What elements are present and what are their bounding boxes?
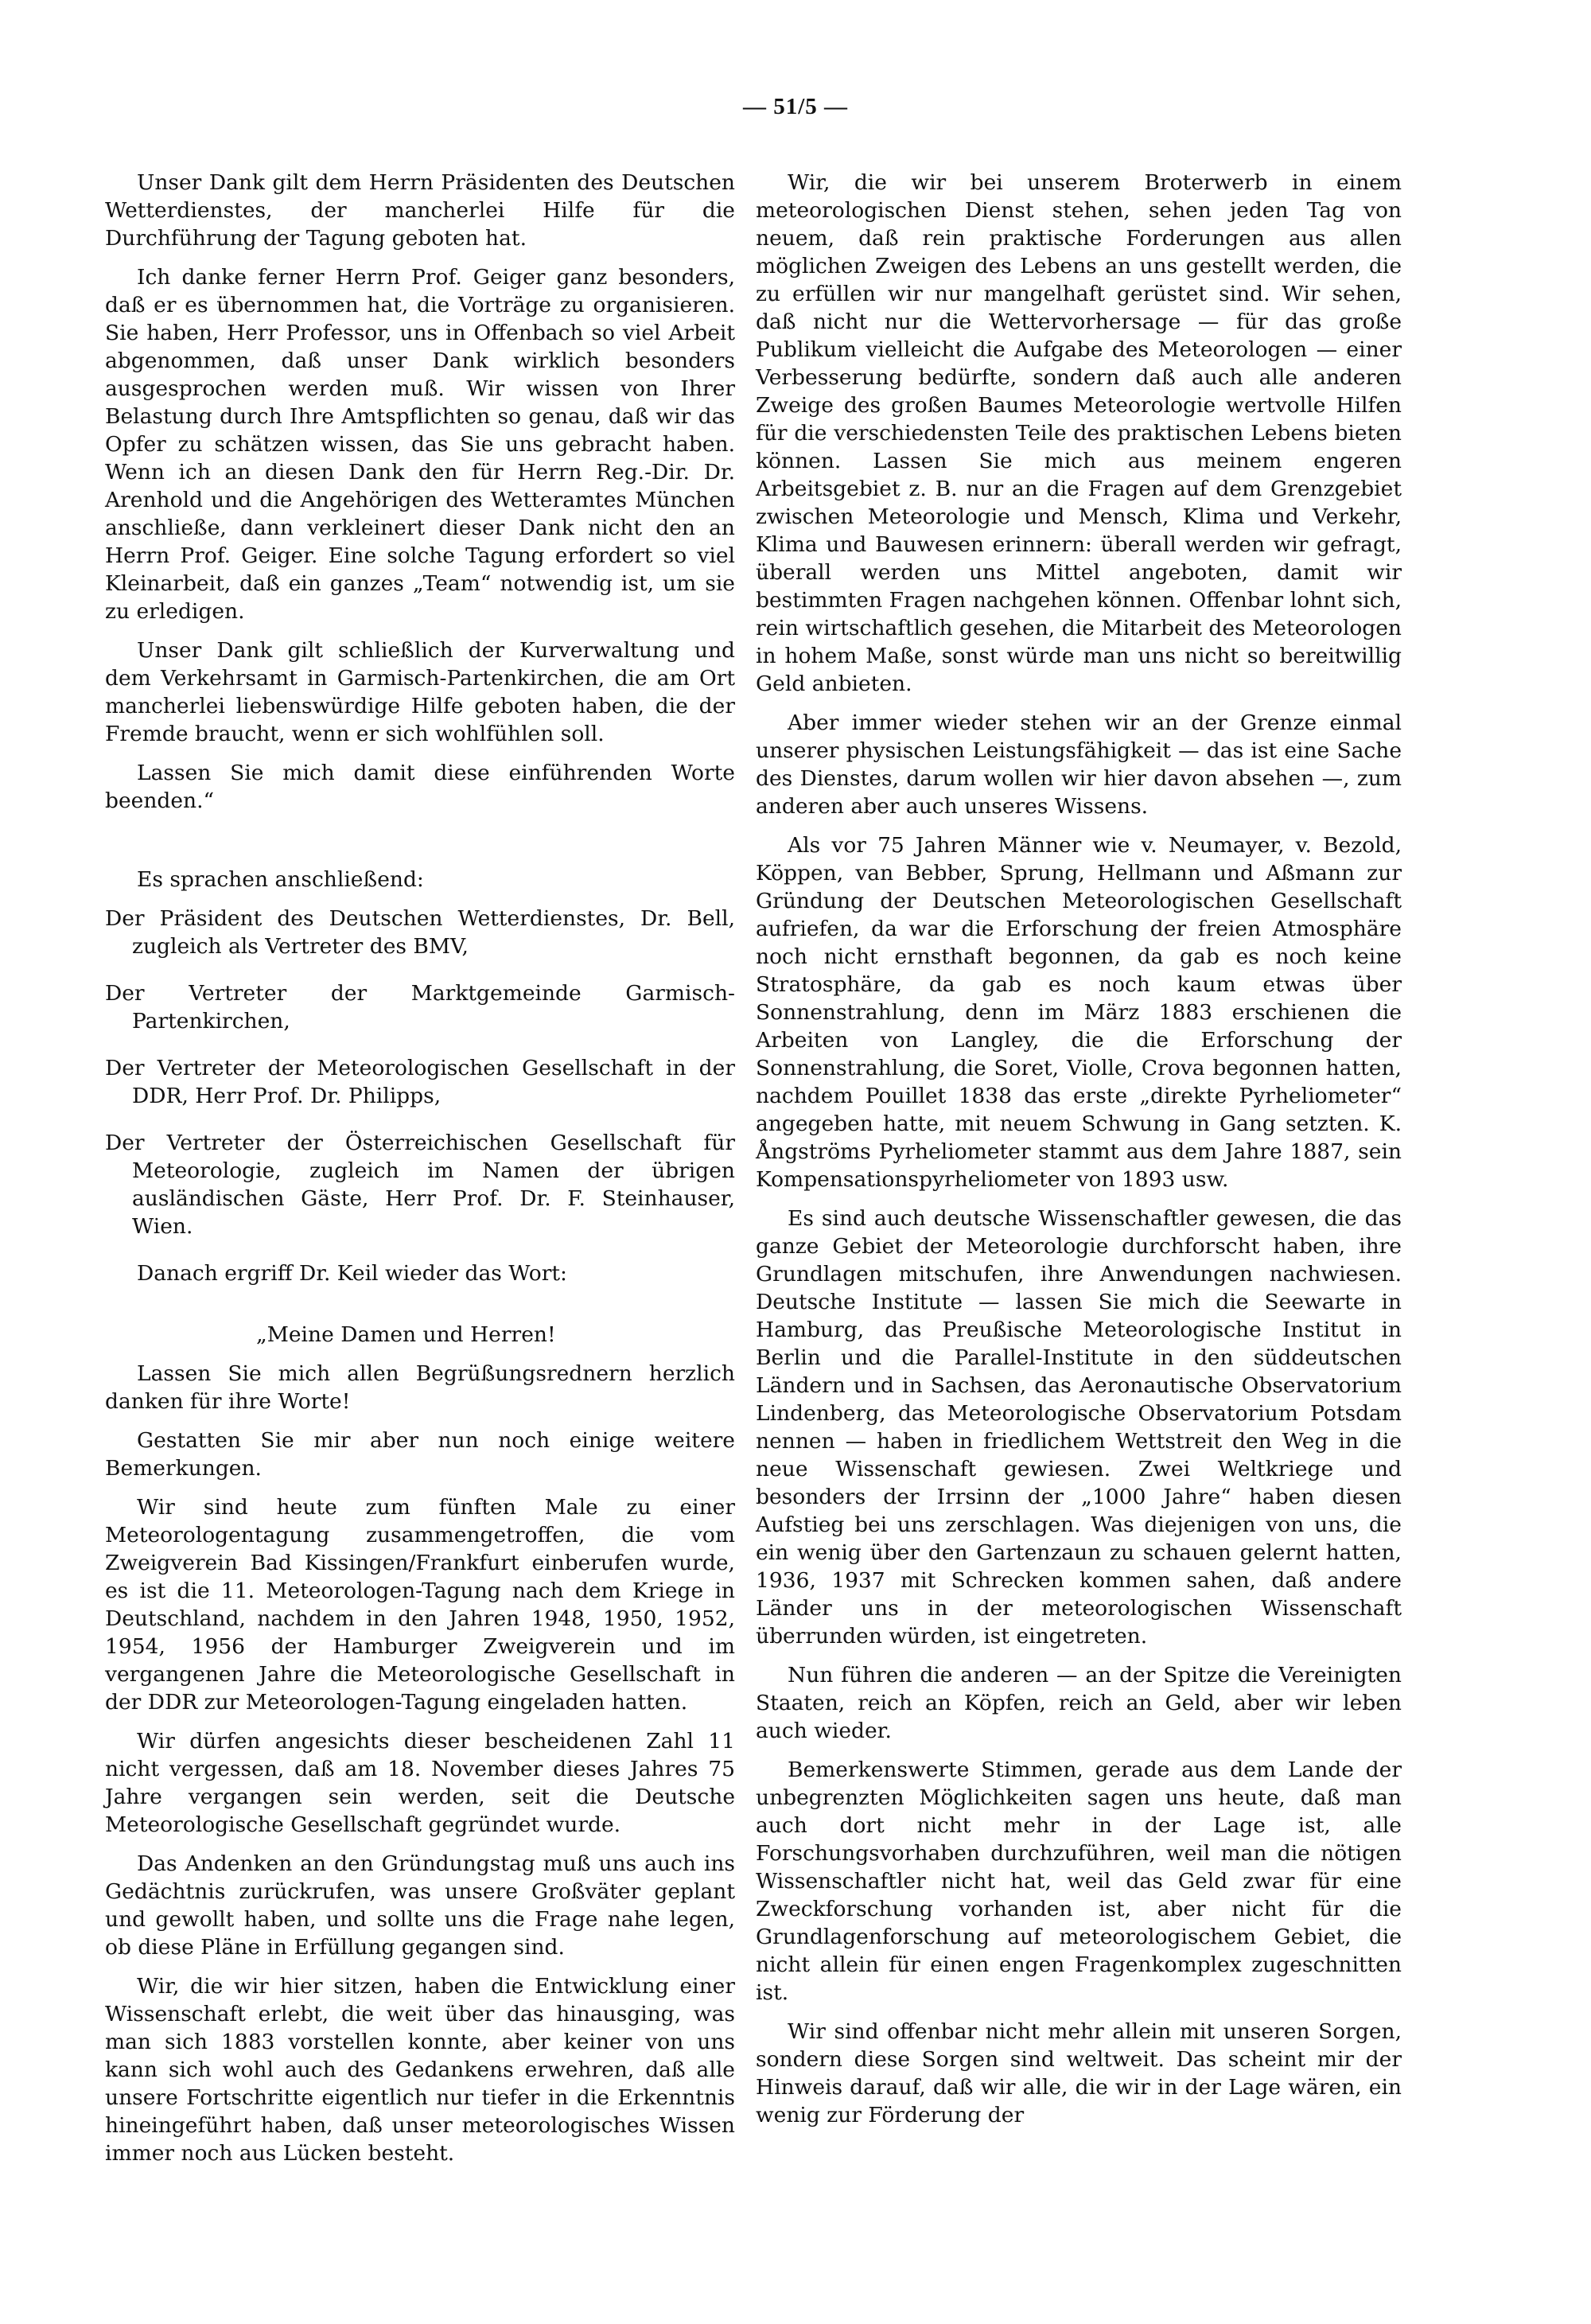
paragraph-worldwide-worries: Wir sind offenbar nicht mehr allein mit unseren Sorgen, sondern diese Sorgen sind weltweit. Das scheint mir der Hinweis darauf, daß wir alle, die wir in der Lage wären, ein wenig zur Förderung der (756, 2019, 1402, 2127)
page-number: — 51/5 — (742, 94, 849, 119)
paragraph-speakers-intro: Es sprachen anschließend: (137, 867, 424, 892)
right-column (756, 169, 1402, 2140)
paragraph-closing-intro: Lassen Sie mich damit diese einführenden Worte beenden.“ (105, 761, 735, 813)
paragraph-thanks-president: Unser Dank gilt dem Herrn Präsidenten des Deutschen Wetterdienstes, der mancherlei Hilfe für die Durchführung der Tagung geboten hat. (105, 170, 735, 251)
paragraph-practical-demands: Wir, die wir bei unserem Broterwerb in einem meteorologischen Dienst stehen, sehen jeden Tag von neuem, daß rein praktische Forderungen aus allen möglichen Zweigen des Lebens an uns gestellt werden, die zu erfüllen wir nur mangelhaft gerüstet sind. Wir sehen, daß nicht nur die Wettervorhersage — für das große Publikum vielleicht die Aufgabe des Meteorologen — einer Verbesserung bedürfte, sondern daß auch alle anderen Zweige des großen Baumes Meteorologie wertvolle Hilfen für die verschiedensten Teile des praktischen Lebens bieten können. Lassen Sie mich aus meinem engeren Arbeitsgebiet z. B. nur an die Fragen auf dem Grenzgebiet zwischen Meteorologie und Mensch, Klima und Verkehr, Klima und Bauwesen erinnern: überall werden wir gefragt, überall werden uns Mittel angeboten, damit wir bestimmten Fragen nachgehen können. Offenbar lohnt sich, rein wirtschaftlich gesehen, die Mitarbeit des Meteorologen in hohem Maße, sonst würde man uns nicht so bereitwillig Geld anbieten. (756, 170, 1402, 696)
paragraph-thanks-speakers: Lassen Sie mich allen Begrüßungsrednern herzlich danken für ihre Worte! (105, 1361, 735, 1414)
paragraph-75-years: Wir dürfen angesichts dieser bescheidenen Zahl 11 nicht vergessen, daß am 18. November dieses Jahres 75 Jahre vergangen sein werden, seit die Deutsche Meteorologische Gesellschaft gegründet wurde. (105, 1729, 735, 1837)
paragraph-founding-day: Das Andenken an den Gründungstag muß uns auch ins Gedächtnis zurückrufen, was unsere Großväter geplant und gewollt haben, und sollte uns die Frage nahe legen, ob diese Pläne in Erfüllung gegangen sind. (105, 1851, 735, 1960)
paragraph-keil-speaks: Danach ergriff Dr. Keil wieder das Wort: (137, 1261, 567, 1286)
paragraph-science-development: Wir, die wir hier sitzen, haben die Entwicklung einer Wissenschaft erlebt, die weit über das hinausging, was man sich 1883 vorstellen konnte, aber keiner von uns kann sich wohl auch des Gedankens erwehren, daß alle unsere Fortschritte eigentlich nur tiefer in die Erkenntnis hineingeführt haben, daß unser meteorologisches Wissen immer noch aus Lücken besteht. (105, 1974, 735, 2166)
speaker-list-item: Der Vertreter der Österreichischen Gesellschaft für Meteorologie, zugleich im Namen der übrigen ausländischen Gäste, Herr Prof. Dr. F. Steinhauser, Wien. (105, 1131, 735, 1239)
speaker-list-item: Der Vertreter der Marktgemeinde Garmisch-Partenkirchen, (105, 981, 735, 1034)
paragraph-others-lead: Nun führen die anderen — an der Spitze die Vereinigten Staaten, reich an Köpfen, reich an Geld, aber wir leben auch wieder. (756, 1663, 1402, 1743)
speech-salutation: „Meine Damen und Herren! (256, 1322, 556, 1347)
paragraph-german-scientists: Es sind auch deutsche Wissenschaftler gewesen, die das ganze Gebiet der Meteorologie durchforscht haben, ihre Grundlagen mitschufen, ihre Anwendungen nachwiesen. Deutsche Institute — lassen Sie mich die Seewarte in Hamburg, das Preußische Meteorologische Institut in Berlin und die Parallel-Institute in den süddeutschen Ländern und in Sachsen, das Aeronautische Observatorium Lindenberg, das Meteorologische Observatorium Potsdam nennen — haben in friedlichem Wettstreit den Weg in die neue Wissenschaft gewiesen. Zwei Weltkriege und besonders der Irrsinn der „1000 Jahre“ haben diesen Aufstieg bei uns zerschlagen. Was diejenigen von uns, die ein wenig über den Gartenzaun zu schauen gelernt hatten, 1936, 1937 mit Schrecken kommen sahen, daß andere Länder uns in der meteorologischen Wissenschaft überrunden würden, ist eingetreten. (756, 1206, 1402, 1649)
paragraph-remarkable-voices: Bemerkenswerte Stimmen, gerade aus dem Lande der unbegrenzten Möglichkeiten sagen uns heute, daß man auch dort nicht mehr in der Lage ist, alle Forschungsvorhaben durchzuführen, weil man die nötigen Wissenschaftler nicht hat, weil das Geld zwar für eine Zweckforschung vorhanden ist, aber nicht für die Grundlagenforschung auf meteorologischem Gebiet, die nicht allein für einen engen Fragenkomplex zugeschnitten ist. (756, 1758, 1402, 2005)
paragraph-fifth-meeting: Wir sind heute zum fünften Male zu einer Meteorologentagung zusammengetroffen, die vom Zweigverein Bad Kissingen/Frankfurt einberufen wurde, es ist die 11. Meteorologen-Tagung nach dem Kriege in Deutschland, nachdem in den Jahren 1948, 1950, 1952, 1954, 1956 der Hamburger Zweigverein und im vergangenen Jahre die Meteorologische Gesellschaft in der DDR zur Meteorologen-Tagung eingeladen hatten. (105, 1495, 735, 1715)
paragraph-thanks-geiger: Ich danke ferner Herrn Prof. Geiger ganz besonders, daß er es übernommen hat, die Vorträge zu organisieren. Sie haben, Herr Professor, uns in Offenbach so viel Arbeit abgenommen, daß unser Dank wirklich besonders ausgesprochen werden muß. Wir wissen von Ihrer Belastung durch Ihre Amtspflichten so genau, daß wir das Opfer zu schätzen wissen, das Sie uns gebracht haben. Wenn ich an diesen Dank den für Herrn Reg.-Dir. Dr. Arenhold und die Angehörigen des Wetteramtes München anschließe, dann verkleinert dieser Dank nicht den an Herrn Prof. Geiger. Eine solche Tagung erfordert so viel Kleinarbeit, daß ein ganzes „Team“ notwendig ist, um sie zu erledigen. (105, 265, 735, 624)
paragraph-further-remarks: Gestatten Sie mir aber nun noch einige weitere Bemerkungen. (105, 1428, 735, 1481)
speaker-list-item: Der Vertreter der Meteorologischen Gesellschaft in der DDR, Herr Prof. Dr. Philipps, (105, 1056, 735, 1108)
paragraph-thanks-kurverwaltung: Unser Dank gilt schließlich der Kurverwaltung und dem Verkehrsamt in Garmisch-Partenkirchen, die am Ort mancherlei liebenswürdige Hilfe geboten haben, die der Fremde braucht, wenn er sich wohlfühlen soll. (105, 638, 735, 746)
paragraph-limits: Aber immer wieder stehen wir an der Grenze einmal unserer physischen Leistungsfähigkeit — das ist eine Sache des Dienstes, darum wollen wir hier davon absehen —, zum anderen aber auch unseres Wissens. (756, 710, 1402, 819)
left-column (105, 169, 735, 2178)
paragraph-75-years-ago: Als vor 75 Jahren Männer wie v. Neumayer, v. Bezold, Köppen, van Bebber, Sprung, Hellmann und Aßmann zur Gründung der Deutschen Meteorologischen Gesellschaft aufriefen, da war die Erforschung der freien Atmosphäre noch nicht ernsthaft begonnen, da gab es noch keine Stratosphäre, da gab es noch kaum etwas über Sonnenstrahlung, denn im März 1883 erschienen die Arbeiten von Langley, die die Erforschung der Sonnenstrahlung, die Soret, Violle, Crova begonnen hatten, nachdem Pouillet 1838 das erste „direkte Pyrheliometer“ angegeben hatte, mit neuem Schwung in Gang setzten. K. Ångströms Pyrheliometer stammt aus dem Jahre 1887, sein Kompensationspyrheliometer von 1893 usw. (756, 833, 1402, 1192)
speaker-list-item: Der Präsident des Deutschen Wetterdienstes, Dr. Bell, zugleich als Vertreter des BMV, (105, 906, 735, 959)
